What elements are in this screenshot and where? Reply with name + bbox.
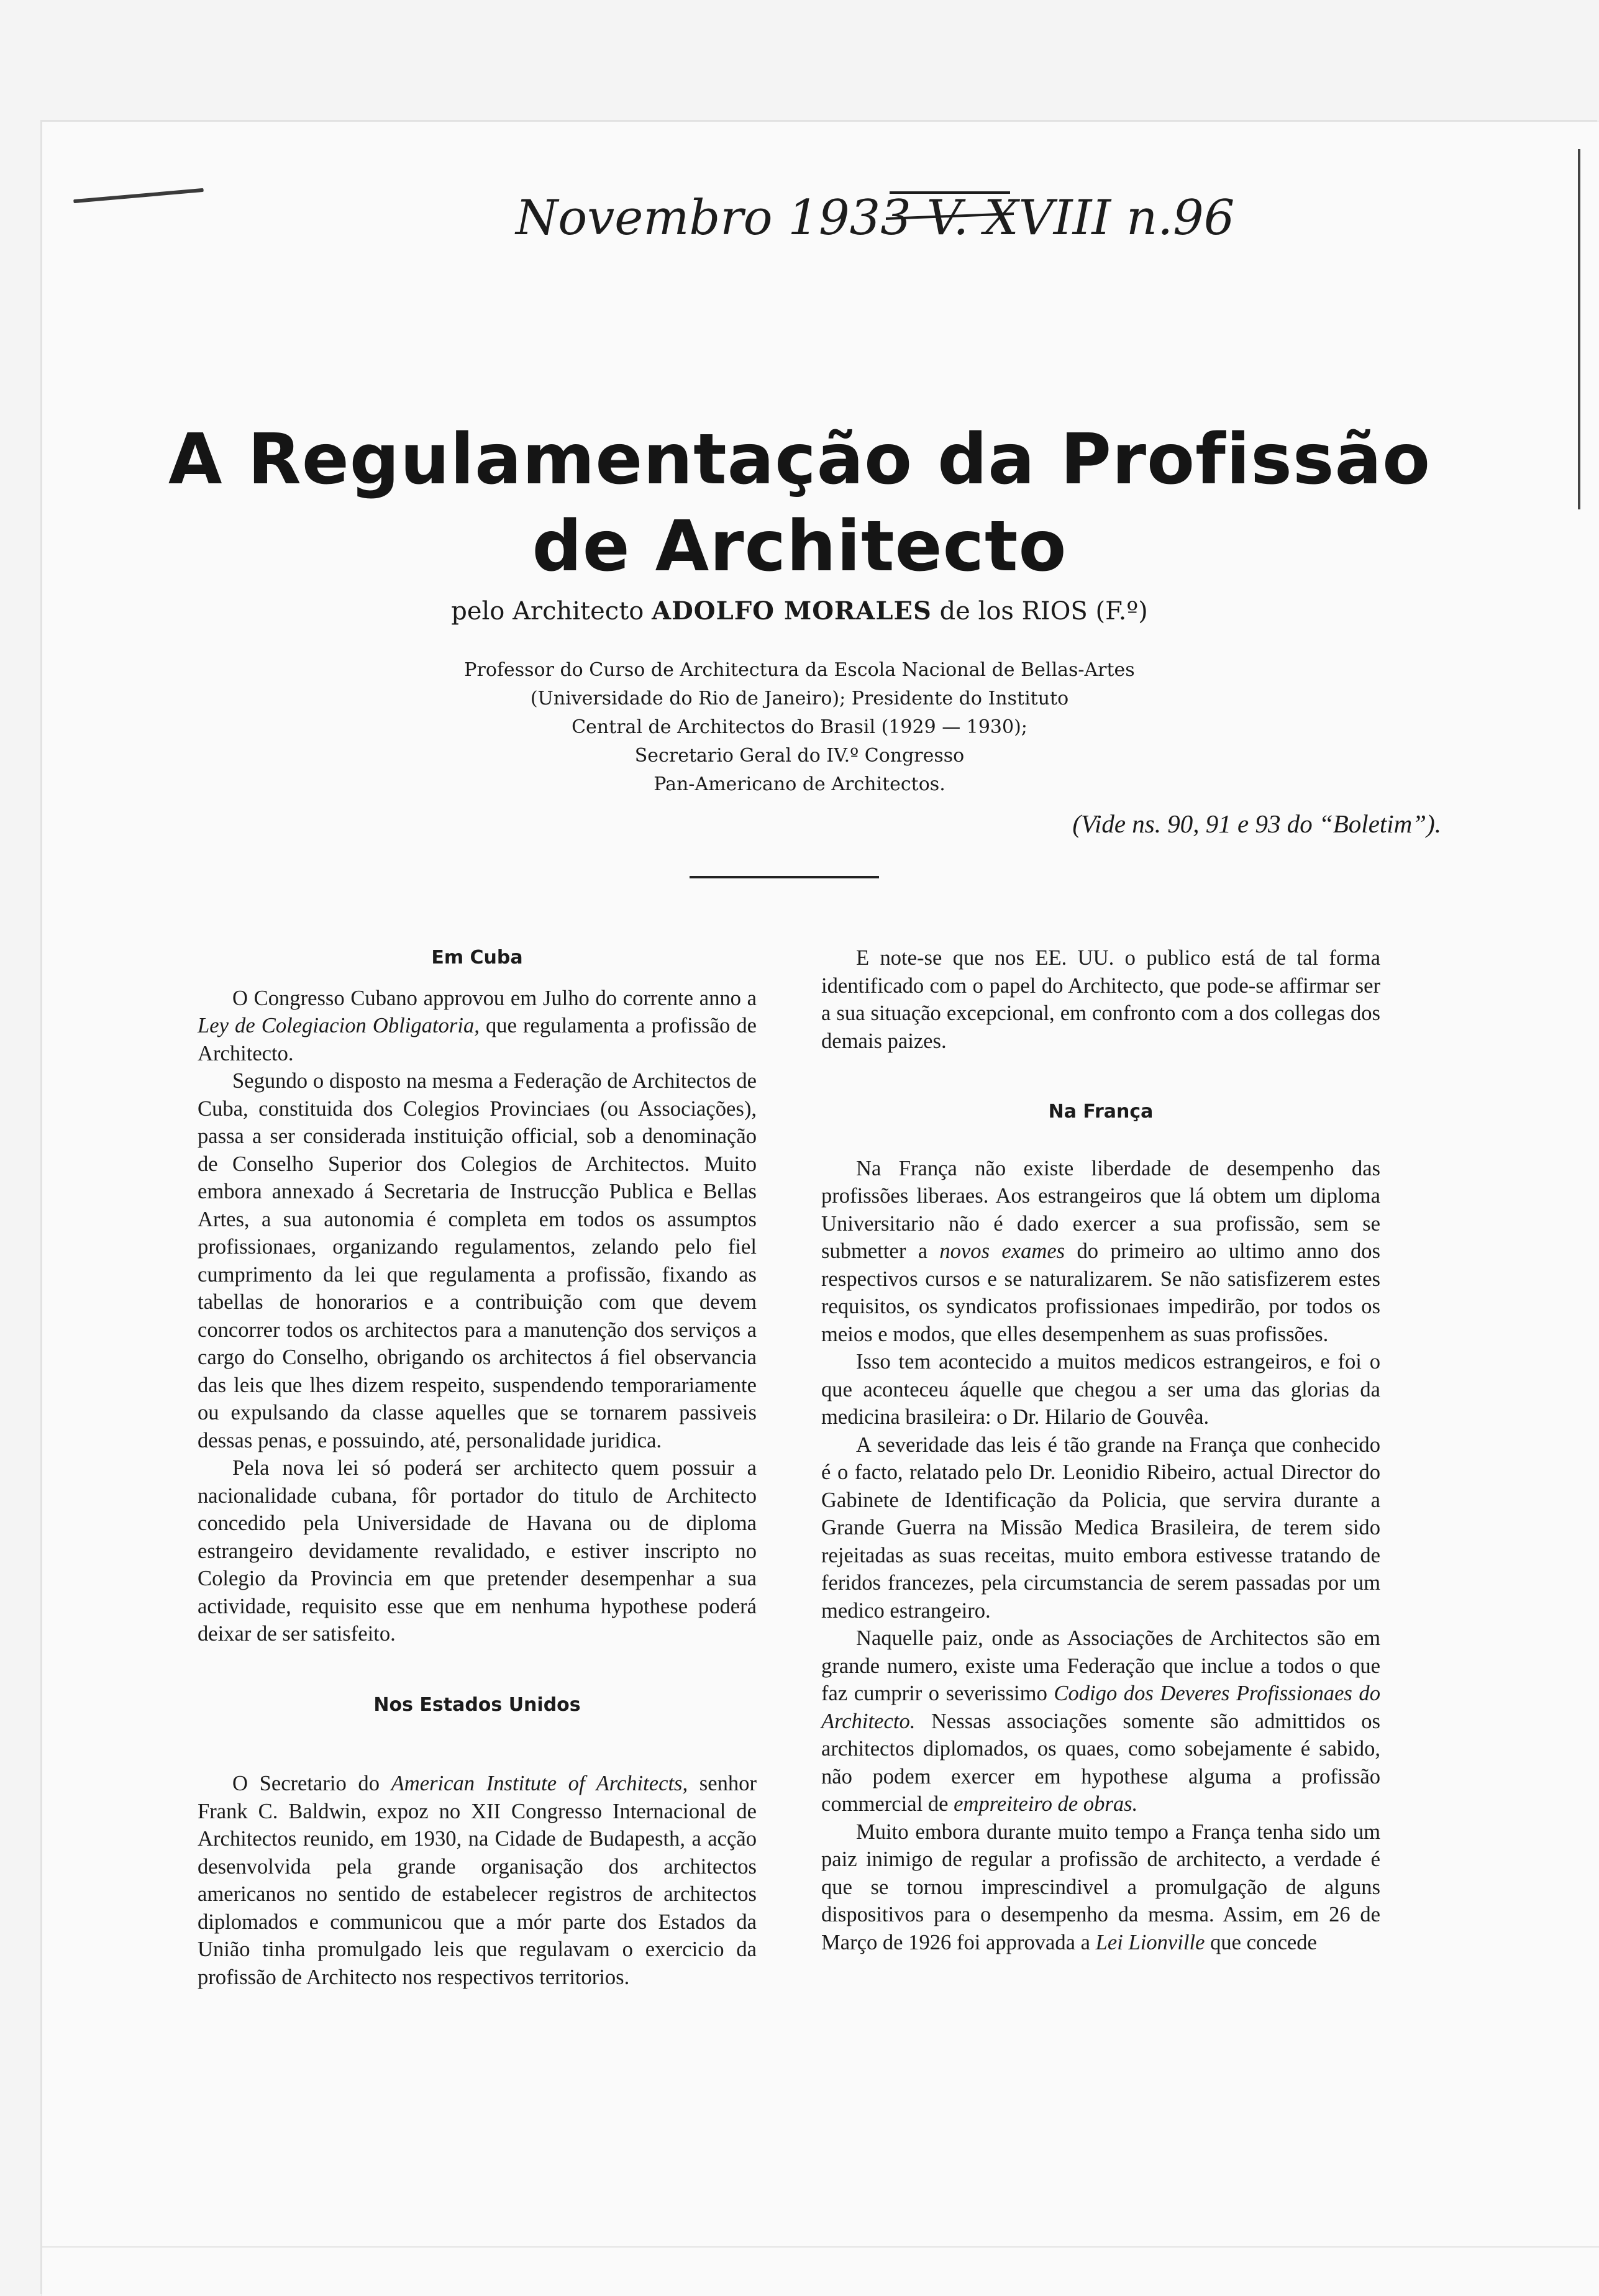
right-column xyxy=(821,944,1380,1956)
paragraph: Naquelle paiz, onde as Associações de Architectos são em grande numero, existe uma Federação que inclue a todos o que faz cumprir o severissimo Codigo dos Deveres Profissionaes do Architecto. Nessas associações somente são admittidos os architectos diplomados, os quaes, como sobejamente é sabido, não podem exercer em hypothese alguma a profissão commercial de empreiteiro de obras. xyxy=(821,1626,1380,1816)
section-heading-usa: Nos Estados Unidos xyxy=(373,1693,581,1716)
paragraph: Pela nova lei só poderá ser architecto quem possuir a nacionalidade cubana, fôr portador do titulo de Architecto concedido pela Universidade de Havana ou de diploma estrangeiro devidamente revalidado, e estiver inscripto no Colegio da Provincia em que pretender desempenhar a sua actividade, requisito esse que em nenhuma hypothese poderá deixar de ser satisfeito. xyxy=(198,1456,757,1646)
byline-suffix: de los RIOS (F.º) xyxy=(939,597,1148,626)
paragraph: A severidade das leis é tão grande na França que conhecido é o facto, relatado pelo Dr. Leonidio Ribeiro, actual Director do Gabinete de Identificação da Policia, que servira durante a Grande Guerra na Missão Medica Brasileira, de terem sido rejeitadas as suas receitas, muito embora estivesse tratando de feridos francezes, pela circumstancia de serem passadas por um medico estrangeiro. xyxy=(821,1433,1380,1623)
author-credentials xyxy=(0,656,1599,799)
divider-rule xyxy=(690,876,879,878)
reference-note: (Vide ns. 90, 91 e 93 do “Boletim”). xyxy=(1072,809,1441,838)
author-name: ADOLFO MORALES xyxy=(652,596,932,626)
section-heading-france: Na França xyxy=(1048,1101,1154,1123)
section-heading-cuba: Em Cuba xyxy=(431,947,523,968)
credential-line: Pan-Americano de Architectos. xyxy=(654,773,945,795)
credential-line: Central de Architectos do Brasil (1929 — 1930); xyxy=(572,716,1027,738)
byline-prefix: pelo Architecto xyxy=(451,597,644,626)
paragraph: Muito embora durante muito tempo a França tenha sido um paiz inimigo de regular a profissão de architecto, a verdade é que se tornou imprescindivel a promulgação de alguns dispositivos para o desempenho da mesma. Assim, em 26 de Março de 1926 foi approvada a Lei Lionville que concede xyxy=(821,1820,1380,1954)
credential-line: (Universidade do Rio de Janeiro); Presidente do Instituto xyxy=(530,688,1069,709)
handwritten-annotation xyxy=(509,175,1235,262)
page-bottom-edge xyxy=(42,2246,1599,2248)
paragraph: Isso tem acontecido a muitos medicos estrangeiros, e foi o que aconteceu áquelle que chegou a ser uma das glorias da medicina brasileira: o Dr. Hilario de Gouvêa. xyxy=(821,1350,1380,1429)
credential-line: Secretario Geral do IV.º Congresso xyxy=(634,745,965,767)
byline xyxy=(0,596,1599,626)
credential-line: Professor do Curso de Architectura da Escola Nacional de Bellas-Artes xyxy=(464,659,1135,681)
title-line-2: de Architecto xyxy=(532,506,1067,587)
title-line-1: A Regulamentação da Profissão xyxy=(168,419,1431,500)
paragraph: O Congresso Cubano approvou em Julho do corrente anno a Ley de Colegiacion Obligatoria, que regulamenta a profissão de Architecto. xyxy=(198,986,757,1065)
paragraph: Na França não existe liberdade de desempenho das profissões liberaes. Aos estrangeiros que lá obtem um diploma Universitario não é dado exercer a sua profissão, sem se submetter a novos exames do primeiro ao ultimo anno dos respectivos cursos e se naturalizarem. Se não satisfizerem estes requisitos, os syndicatos profissionaes impedirão, por todos os meios e modos, que elles desempenhem as suas profissões. xyxy=(821,1156,1380,1346)
left-column xyxy=(198,944,757,1991)
paragraph: E note-se que nos EE. UU. o publico está de tal forma identificado com o papel do Architecto, que pode-se affirmar ser a sua situação excepcional, em confronto com a dos collegas dos demais paizes. xyxy=(821,946,1380,1053)
paragraph: Segundo o disposto na mesma a Federação de Architectos de Cuba, constituida dos Colegios Provinciaes (ou Associações), passa a ser considerada instituição official, sob a denominação de Conselho Superior dos Colegios de Architectos. Muito embora annexado á Secretaria de Instrucção Publica e Bellas Artes, a sua autonomia é completa em todos os assumptos profissionaes, organizando regulamentos, zelando pelo fiel cumprimento da lei que regulamenta a profissão, fixando as tabellas de honorarios e a contribuição com que devem concorrer todos os architectos para a manutenção dos serviços a cargo do Conselho, obrigando os architectos á fiel observancia das leis que lhes dizem respeito, suspendendo temporariamente ou expulsando da classe aquelles que se tornarem passiveis dessas penas, e possuindo, até, personalidade juridica. xyxy=(198,1069,757,1452)
paragraph: O Secretario do American Institute of Architects, senhor Frank C. Baldwin, expoz no XII Congresso Internacional de Architectos reunido, em 1930, na Cidade de Budapesth, a acção desenvolvida pela grande organisação dos architectos americanos no sentido de estabelecer registros de architectos diplomados e communicou que a mór parte dos Estados da União tinha promulgado leis que regulavam o exercicio da profissão de Architecto nos respectivos territorios. xyxy=(198,1772,757,1989)
article-title xyxy=(0,416,1599,590)
handwritten-annotation-text: Novembro 1933 V. XVIII n.96 xyxy=(516,190,1235,246)
